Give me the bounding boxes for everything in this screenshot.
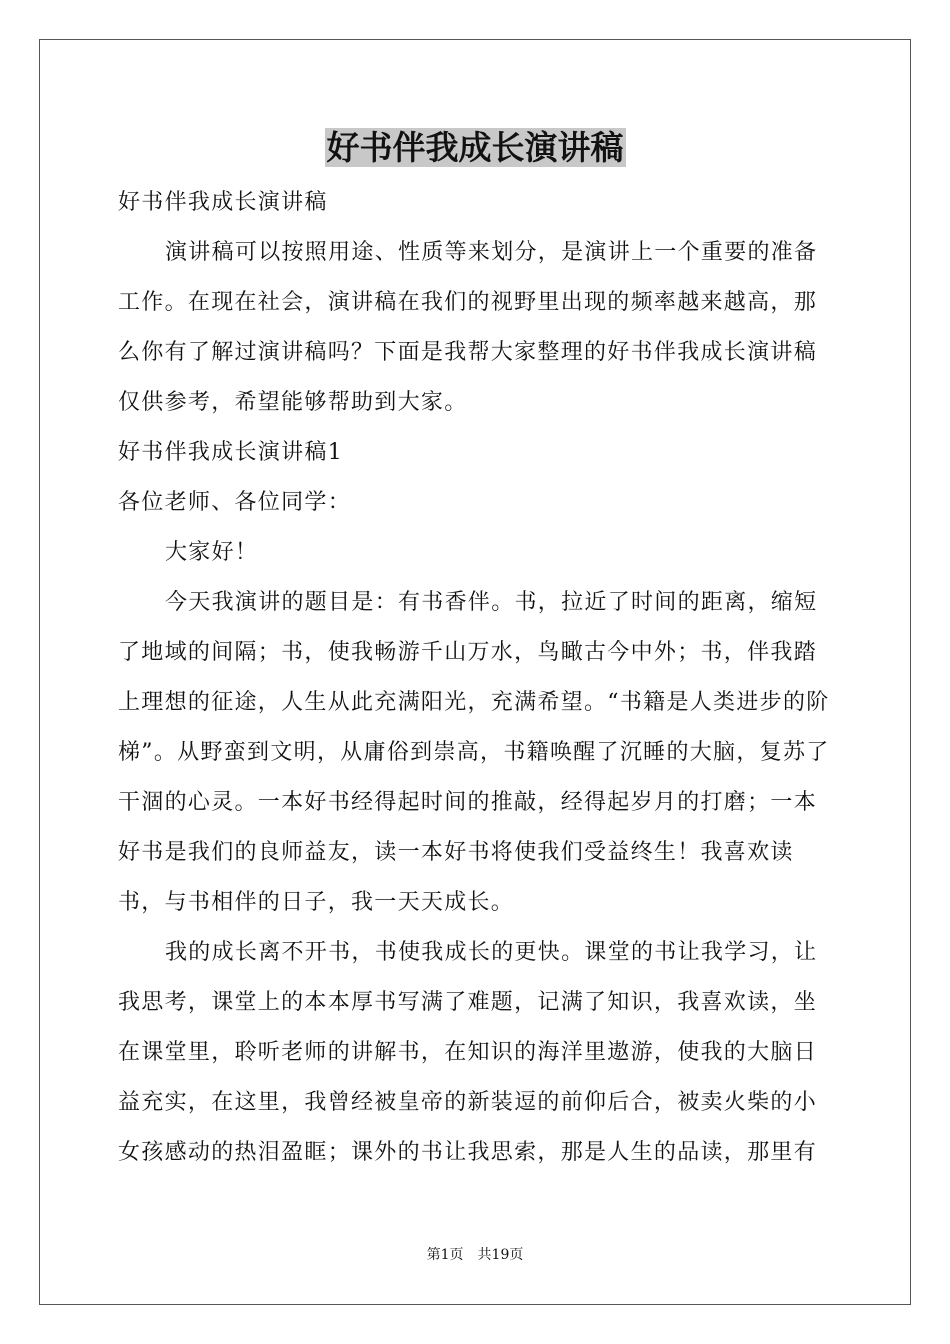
document-body xyxy=(118,178,834,1178)
subtitle: 好书伴我成长演讲稿 xyxy=(118,190,328,215)
body-paragraph: 我的成长离不开书，书使我成长的更快。课堂的书让我学习，让我思考，课堂上的本本厚书写满了难题，记满了知识，我喜欢读，坐在课堂里，聆听老师的讲解书，在知识的海洋里遨游，使我的大脑日益充实，在这里，我曾经被皇帝的新装逗的前仰后合，被卖火柴的小女孩感动的热泪盈眶；课外的书让我思索，那是人生的品读，那里有 xyxy=(118,940,818,1165)
intro-paragraph: 演讲稿可以按照用途、性质等来划分，是演讲上一个重要的准备工作。在现在社会，演讲稿在我们的视野里出现的频率越来越高，那么你有了解过演讲稿吗？下面是我帮大家整理的好书伴我成长演讲稿仅供参考，希望能够帮助到大家。 xyxy=(118,240,818,415)
document-title-text: 好书伴我成长演讲稿 xyxy=(326,128,624,167)
body-paragraph: 今天我演讲的题目是：有书香伴。书，拉近了时间的距离，缩短了地域的间隔；书，使我畅游千山万水，鸟瞰古今中外；书，伴我踏上理想的征途，人生从此充满阳光，充满希望。“书籍是人类进步的阶梯”。从野蛮到文明，从庸俗到崇高，书籍唤醒了沉睡的大脑，复苏了干涸的心灵。一本好书经得起时间的推敲，经得起岁月的打磨；一本好书是我们的良师益友，读一本好书将使我们受益终生！我喜欢读书，与书相伴的日子，我一天天成长。 xyxy=(118,590,830,915)
document-title xyxy=(0,127,950,169)
section-heading: 好书伴我成长演讲稿1 xyxy=(118,440,343,465)
page-footer xyxy=(0,1246,950,1264)
greeting: 大家好！ xyxy=(165,540,259,565)
salutation: 各位老师、各位同学： xyxy=(118,490,352,515)
page-number: 第1页 xyxy=(426,1247,464,1263)
page-total: 共19页 xyxy=(477,1247,524,1263)
